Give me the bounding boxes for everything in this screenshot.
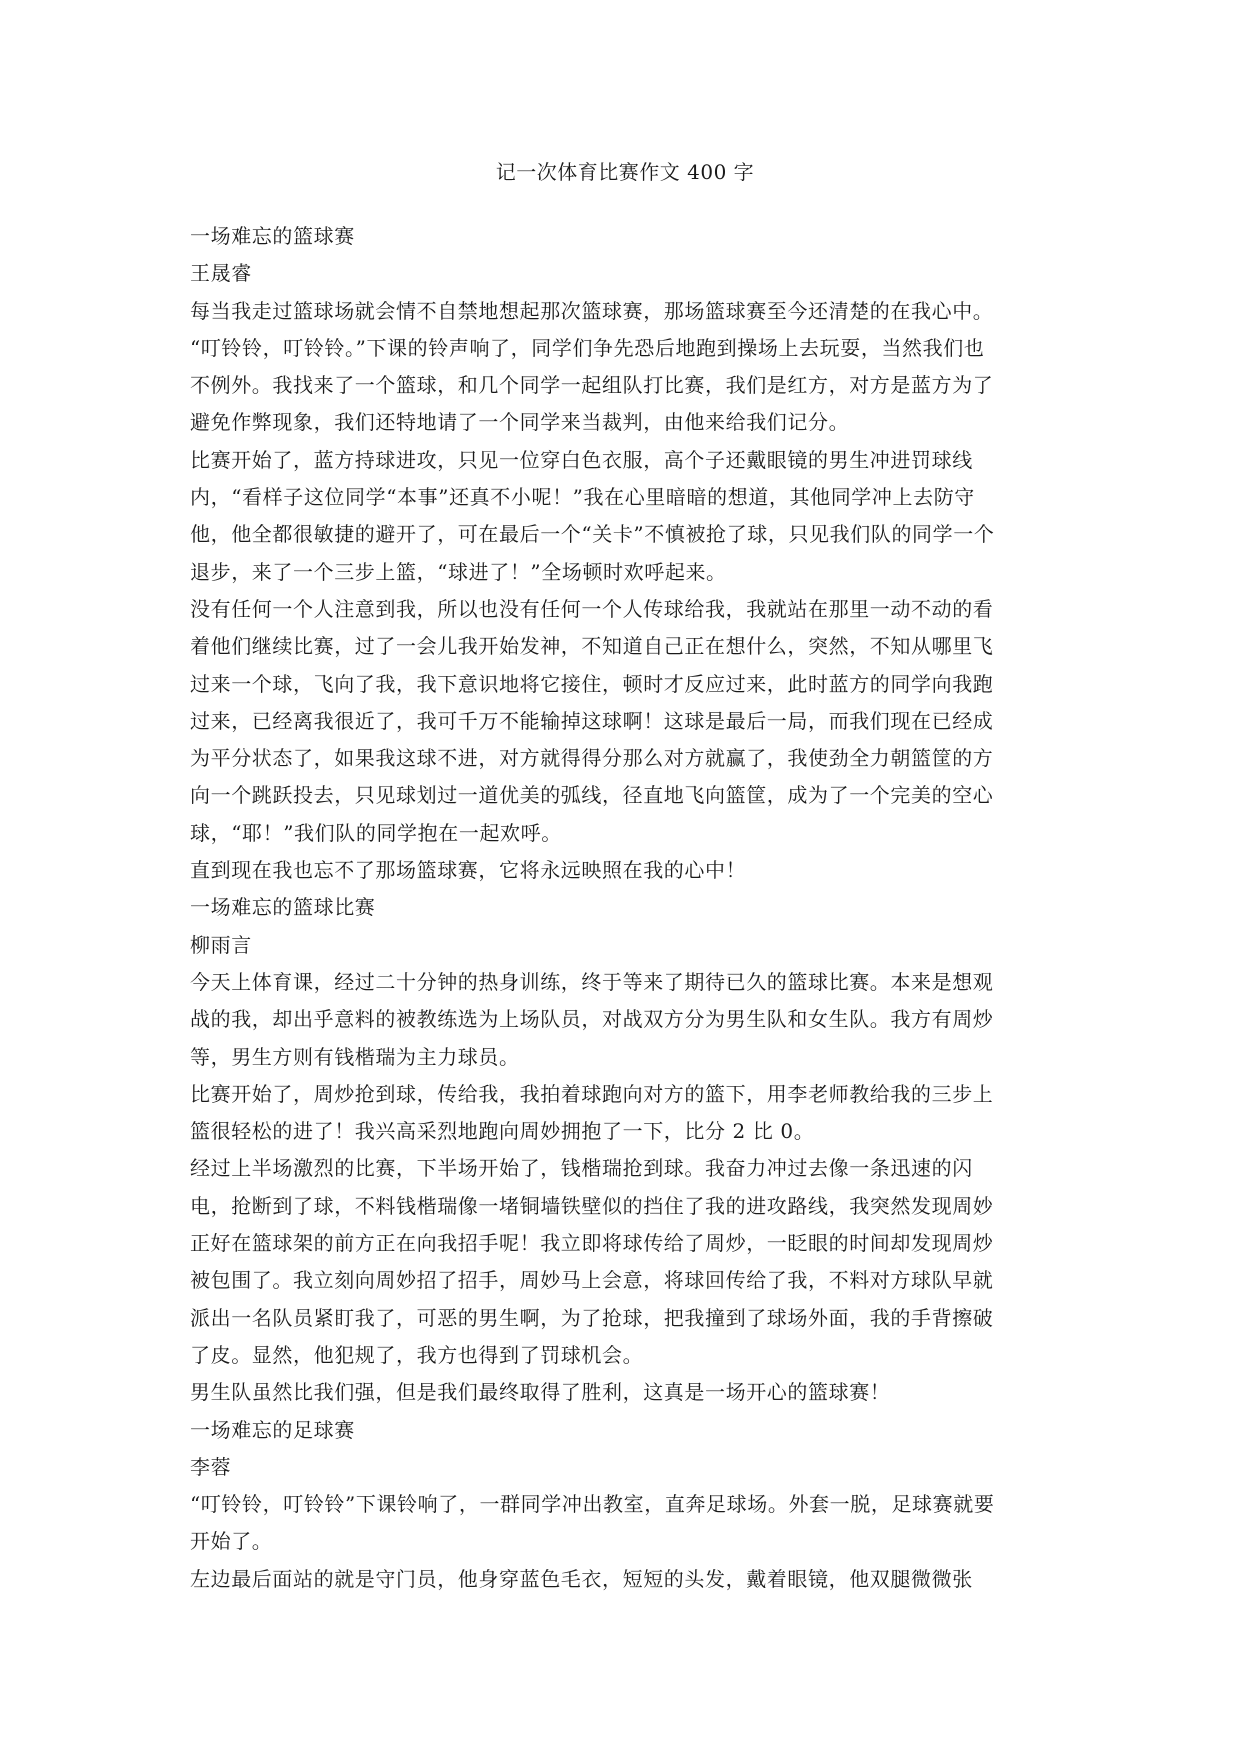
text-line: 避免作弊现象，我们还特地请了一个同学来当裁判，由他来给我们记分。 xyxy=(190,410,850,435)
document-title: 记一次体育比赛作文 400 字 xyxy=(495,160,755,184)
text-line: 球，“耶！”我们队的同学抱在一起欢呼。 xyxy=(190,820,562,845)
text-line: 派出一名队员紧盯我了，可恶的男生啊，为了抢球，把我撞到了球场外面，我的手背擦破 xyxy=(190,1305,994,1330)
text-line: 王晟睿 xyxy=(190,261,252,286)
text-line: 他，他全都很敏捷的避开了，可在最后一个“关卡”不慎被抢了球，只见我们队的同学一个 xyxy=(190,522,995,547)
text-line: 战的我，却出乎意料的被教练选为上场队员，对战双方分为男生队和女生队。我方有周炒 xyxy=(190,1007,994,1032)
text-line: 过来，已经离我很近了，我可千万不能输掉这球啊！这球是最后一局，而我们现在已经成 xyxy=(190,708,994,733)
text-line: 比赛开始了，周炒抢到球，传给我，我拍着球跑向对方的篮下，用李老师教给我的三步上 xyxy=(190,1081,994,1106)
document-body xyxy=(190,218,1060,1598)
text-line: 向一个跳跃投去，只见球划过一道优美的弧线，径直地飞向篮筐，成为了一个完美的空心 xyxy=(190,783,994,808)
text-line: 了皮。显然，他犯规了，我方也得到了罚球机会。 xyxy=(190,1342,644,1367)
text-line: 一场难忘的篮球比赛 xyxy=(190,895,376,920)
text-line: 等，男生方则有钱楷瑞为主力球员。 xyxy=(190,1044,520,1069)
text-line: 今天上体育课，经过二十分钟的热身训练，终于等来了期待已久的篮球比赛。本来是想观 xyxy=(190,969,994,994)
text-line: 每当我走过篮球场就会情不自禁地想起那次篮球赛，那场篮球赛至今还清楚的在我心中。 xyxy=(190,298,994,323)
text-line: 男生队虽然比我们强，但是我们最终取得了胜利，这真是一场开心的篮球赛！ xyxy=(190,1380,891,1405)
text-line: 退步，来了一个三步上篮，“球进了！”全场顿时欢呼起来。 xyxy=(190,559,727,584)
text-line: 没有任何一个人注意到我，所以也没有任何一个人传球给我，我就站在那里一动不动的看 xyxy=(190,596,994,621)
text-line: 篮很轻松的进了！我兴高采烈地跑向周妙拥抱了一下，比分 2 比 0。 xyxy=(190,1119,815,1144)
text-line: 左边最后面站的就是守门员，他身穿蓝色毛衣，短短的头发，戴着眼镜，他双腿微微张 xyxy=(190,1566,973,1591)
text-line: 着他们继续比赛，过了一会儿我开始发神，不知道自己正在想什么，突然，不知从哪里飞 xyxy=(190,634,994,659)
text-line: 正好在篮球架的前方正在向我招手呢！我立即将球传给了周炒，一眨眼的时间却发现周炒 xyxy=(190,1231,994,1256)
text-line: 电，抢断到了球，不料钱楷瑞像一堵铜墙铁壁似的挡住了我的进攻路线，我突然发现周妙 xyxy=(190,1193,994,1218)
text-line: “叮铃铃，叮铃铃”下课铃响了，一群同学冲出教室，直奔足球场。外套一脱，足球赛就要 xyxy=(190,1492,995,1517)
text-line: 过来一个球，飞向了我，我下意识地将它接住，顿时才反应过来，此时蓝方的同学向我跑 xyxy=(190,671,994,696)
text-line: 一场难忘的篮球赛 xyxy=(190,224,355,248)
text-line: 内，“看样子这位同学“本事”还真不小呢！”我在心里暗暗的想道，其他同学冲上去防守 xyxy=(190,485,975,510)
text-line: 柳雨言 xyxy=(190,932,252,957)
text-line: 直到现在我也忘不了那场篮球赛，它将永远映照在我的心中！ xyxy=(190,858,747,883)
text-line: 经过上半场激烈的比赛，下半场开始了，钱楷瑞抢到球。我奋力冲过去像一条迅速的闪 xyxy=(190,1156,973,1181)
text-line: 不例外。我找来了一个篮球，和几个同学一起组队打比赛，我们是红方，对方是蓝方为了 xyxy=(190,373,994,398)
text-line: 开始了。 xyxy=(190,1529,273,1554)
document-page xyxy=(190,150,1060,1598)
text-line: 一场难忘的足球赛 xyxy=(190,1417,355,1442)
text-line: 为平分状态了，如果我这球不进，对方就得得分那么对方就赢了，我使劲全力朝篮筐的方 xyxy=(190,746,994,771)
text-line: 被包围了。我立刻向周妙招了招手，周妙马上会意，将球回传给了我，不料对方球队早就 xyxy=(190,1268,994,1293)
text-line: 比赛开始了，蓝方持球进攻，只见一位穿白色衣服，高个子还戴眼镜的男生冲进罚球线 xyxy=(190,447,973,472)
text-line: “叮铃铃，叮铃铃。”下课的铃声响了，同学们争先恐后地跑到操场上去玩耍，当然我们也 xyxy=(190,335,985,360)
text-line: 李蓉 xyxy=(190,1454,232,1479)
